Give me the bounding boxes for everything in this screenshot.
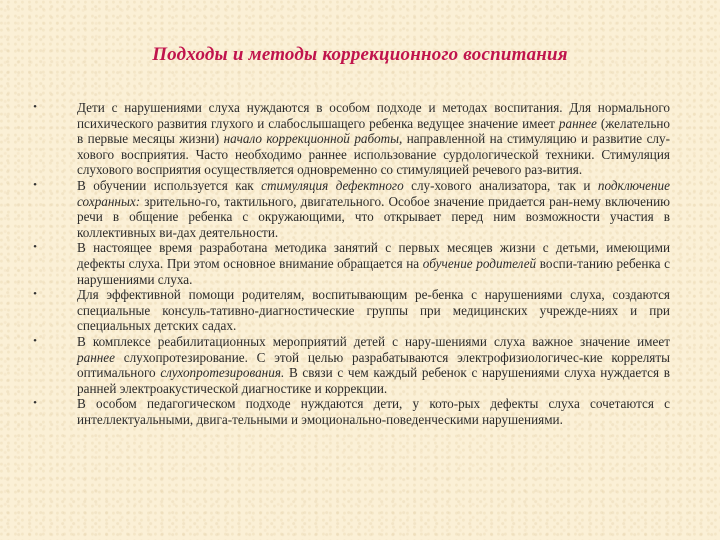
text-run-italic: стимуляция дефектного (261, 177, 404, 193)
bullet-item (30, 396, 670, 427)
text-run: зрительно-го, тактильного, двигательного. Особое значение придается ран-нему включению речи в общение ребенка с окружающими, что открывает перед ним возможности участия в коллективных ви-дах деятельности. (77, 193, 670, 240)
text-run: слу-хового анализатора, так и (403, 177, 598, 193)
text-run: (желательно в первые месяцы жизни) (77, 115, 670, 147)
text-run-italic: раннее (77, 349, 115, 365)
text-run: воспи-танию ребенка с нарушениями слуха. (77, 255, 670, 287)
bullet-item (30, 100, 670, 178)
text-run-italic: слухопротезирования. (160, 365, 285, 381)
bullet-item (30, 240, 670, 287)
text-run-italic: обучение родителей (422, 255, 537, 271)
text-run: В особом педагогическом подходе нуждаются дети, у кото-рых дефекты слуха сочетаются с интеллектуальными, двига-тельными и эмоционально-поведенческими нарушениями. (77, 396, 670, 427)
text-run-italic: раннее (558, 115, 597, 131)
bullet-icon: • (33, 397, 37, 410)
text-run-italic: подключение сохранных: (77, 177, 670, 209)
bullet-icon: • (33, 288, 37, 301)
bullet-list (30, 100, 670, 427)
slide-title: Подходы и методы коррекционного воспитания (152, 44, 568, 65)
text-run: В комплексе реабилитационных мероприятий детей с нару-шениями слуха важное значение имеет (77, 333, 670, 349)
text-run: слухопротезирование. С этой целью разрабатываются электрофизиологичес-кие корреляты оптимального (77, 349, 670, 381)
text-run: В связи с чем каждый ребенок с нарушениями слуха нуждается в ранней электроакустической диагностике и коррекции. (77, 365, 670, 396)
text-run: В настоящее время разработана методика занятий с первых месяцев жизни с детьми, имеющими дефекты слуха. При этом основное внимание обращается на (77, 240, 670, 271)
bullet-item (30, 287, 670, 334)
bullet-icon: • (33, 101, 37, 113)
text-run: направленной на стимуляцию и развитие слу-хового восприятия. Часто необходимо раннее использование сурдологической техники. Стимуляция слухового восприятия осуществляется одновременно со стимуляцией речевого раз-вития. (77, 131, 670, 178)
bullet-icon: • (33, 241, 37, 254)
bullet-item (30, 178, 670, 240)
bullet-item (30, 334, 670, 396)
text-run: Для эффективной помощи родителям, воспитывающим ре-бенка с нарушениями слуха, создаются специальные консуль-тативно-диагностические группы при медицинских учрежде-ниях и при специальных детских садах. (77, 287, 670, 334)
text-run: Дети с нарушениями слуха нуждаются в особом подходе и методах воспитания. Для нормального психического развития глухого и слабослышащего ребенка ведущее значение имеет (77, 100, 670, 131)
bullet-icon: • (33, 334, 37, 347)
text-run: В обучении используется как (77, 177, 262, 193)
text-run-italic: начало коррекционной работы, (223, 131, 403, 147)
bullet-icon: • (33, 178, 37, 191)
